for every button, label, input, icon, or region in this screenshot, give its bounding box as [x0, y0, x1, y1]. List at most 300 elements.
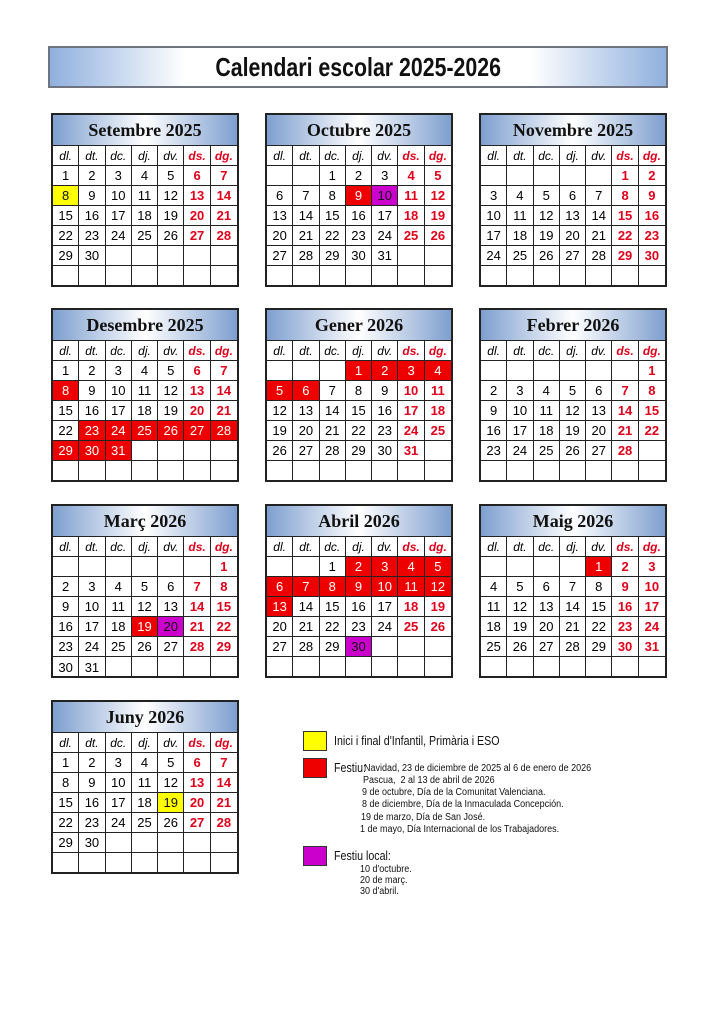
day-cell: 4 — [425, 361, 451, 381]
day-cell: 20 — [534, 617, 560, 637]
empty-cell — [267, 361, 293, 381]
empty-cell — [560, 166, 586, 186]
day-cell: 28 — [293, 246, 319, 266]
day-cell: 30 — [346, 637, 372, 657]
day-cell: 15 — [346, 401, 372, 421]
empty-cell — [560, 657, 586, 677]
day-cell: 14 — [586, 206, 612, 226]
weekday-header: dc. — [320, 537, 346, 557]
weekday-header: dt. — [507, 537, 533, 557]
day-cell: 18 — [425, 401, 451, 421]
day-cell: 15 — [53, 206, 79, 226]
empty-cell — [267, 166, 293, 186]
weekday-header: dt. — [79, 341, 105, 361]
day-cell: 28 — [211, 226, 237, 246]
day-cell: 3 — [106, 753, 132, 773]
weekday-header: dc. — [534, 537, 560, 557]
day-cell: 11 — [106, 597, 132, 617]
legend-festiu-line: 19 de marzo, Día de San José. — [361, 812, 486, 823]
day-cell: 8 — [639, 381, 665, 401]
empty-cell — [481, 266, 507, 286]
day-cell: 1 — [211, 557, 237, 577]
day-cell: 8 — [53, 186, 79, 206]
day-cell: 29 — [346, 441, 372, 461]
day-cell: 26 — [560, 441, 586, 461]
empty-cell — [53, 266, 79, 286]
empty-cell — [267, 266, 293, 286]
empty-cell — [507, 266, 533, 286]
day-cell: 21 — [612, 421, 638, 441]
day-cell: 24 — [372, 226, 398, 246]
month-title: Juny 2026 — [53, 702, 237, 733]
day-cell: 7 — [560, 577, 586, 597]
empty-cell — [132, 461, 158, 481]
empty-cell — [184, 441, 210, 461]
empty-cell — [481, 166, 507, 186]
day-cell: 29 — [320, 637, 346, 657]
day-cell: 23 — [612, 617, 638, 637]
month-title: Gener 2026 — [267, 310, 451, 341]
day-cell: 17 — [372, 206, 398, 226]
page-title: Calendari escolar 2025-2026 — [215, 51, 501, 82]
day-cell: 11 — [534, 401, 560, 421]
weekday-header: dt. — [293, 537, 319, 557]
empty-cell — [158, 557, 184, 577]
day-cell: 25 — [398, 617, 424, 637]
weekday-header: dt. — [79, 733, 105, 753]
day-cell: 8 — [320, 577, 346, 597]
empty-cell — [293, 166, 319, 186]
day-cell: 17 — [106, 793, 132, 813]
empty-cell — [612, 657, 638, 677]
day-cell: 23 — [79, 421, 105, 441]
empty-cell — [184, 557, 210, 577]
day-cell: 16 — [346, 206, 372, 226]
empty-cell — [184, 246, 210, 266]
weekday-header: dt. — [79, 146, 105, 166]
day-cell: 2 — [53, 577, 79, 597]
weekday-header: dj. — [560, 341, 586, 361]
day-cell: 7 — [586, 186, 612, 206]
weekday-header: dv. — [586, 537, 612, 557]
day-cell: 25 — [106, 637, 132, 657]
day-cell: 14 — [211, 381, 237, 401]
weekday-header: dv. — [372, 537, 398, 557]
weekday-header: ds. — [184, 733, 210, 753]
day-cell: 4 — [106, 577, 132, 597]
day-cell: 14 — [320, 401, 346, 421]
empty-cell — [586, 166, 612, 186]
empty-cell — [132, 557, 158, 577]
weekday-header: dv. — [158, 537, 184, 557]
empty-cell — [267, 461, 293, 481]
empty-cell — [346, 266, 372, 286]
weekday-header: dl. — [53, 537, 79, 557]
legend-festiu-line: 8 de diciembre, Día de la Inmaculada Concepción. — [362, 799, 564, 810]
month-grid — [481, 341, 665, 481]
day-cell: 10 — [106, 186, 132, 206]
weekday-header: dg. — [425, 537, 451, 557]
day-cell: 17 — [372, 597, 398, 617]
empty-cell — [639, 657, 665, 677]
empty-cell — [425, 461, 451, 481]
legend-swatch-festiu — [303, 758, 327, 778]
weekday-header: ds. — [612, 537, 638, 557]
day-cell: 25 — [534, 441, 560, 461]
empty-cell — [320, 361, 346, 381]
day-cell: 20 — [267, 226, 293, 246]
day-cell: 18 — [481, 617, 507, 637]
day-cell: 3 — [481, 186, 507, 206]
weekday-header: dc. — [534, 146, 560, 166]
day-cell: 18 — [132, 401, 158, 421]
day-cell: 15 — [639, 401, 665, 421]
day-cell: 24 — [106, 813, 132, 833]
month-calendar — [265, 113, 453, 287]
day-cell: 12 — [534, 206, 560, 226]
empty-cell — [106, 657, 132, 677]
empty-cell — [612, 461, 638, 481]
empty-cell — [534, 266, 560, 286]
weekday-header: dv. — [158, 146, 184, 166]
day-cell: 8 — [346, 381, 372, 401]
day-cell: 7 — [293, 186, 319, 206]
day-cell: 5 — [425, 166, 451, 186]
empty-cell — [425, 441, 451, 461]
empty-cell — [211, 441, 237, 461]
empty-cell — [507, 166, 533, 186]
weekday-header: dv. — [586, 146, 612, 166]
legend-swatch-inici — [303, 731, 327, 751]
month-title: Març 2026 — [53, 506, 237, 537]
day-cell: 5 — [560, 381, 586, 401]
day-cell: 13 — [267, 206, 293, 226]
day-cell: 28 — [320, 441, 346, 461]
weekday-header: dl. — [481, 146, 507, 166]
day-cell: 4 — [132, 361, 158, 381]
day-cell: 13 — [586, 401, 612, 421]
legend-festiu-line: Pascua, 2 al 13 de abril de 2026 — [363, 775, 495, 786]
empty-cell — [425, 246, 451, 266]
weekday-header: ds. — [612, 341, 638, 361]
day-cell: 31 — [106, 441, 132, 461]
day-cell: 22 — [639, 421, 665, 441]
month-title: Maig 2026 — [481, 506, 665, 537]
day-cell: 25 — [481, 637, 507, 657]
day-cell: 10 — [398, 381, 424, 401]
day-cell: 2 — [372, 361, 398, 381]
empty-cell — [560, 557, 586, 577]
empty-cell — [534, 657, 560, 677]
day-cell: 13 — [184, 186, 210, 206]
empty-cell — [106, 266, 132, 286]
day-cell: 9 — [639, 186, 665, 206]
day-cell: 8 — [53, 773, 79, 793]
month-grid — [53, 146, 237, 286]
day-cell: 30 — [79, 441, 105, 461]
day-cell: 1 — [53, 166, 79, 186]
empty-cell — [481, 557, 507, 577]
empty-cell — [612, 361, 638, 381]
empty-cell — [586, 461, 612, 481]
day-cell: 16 — [79, 401, 105, 421]
day-cell: 11 — [425, 381, 451, 401]
empty-cell — [586, 266, 612, 286]
empty-cell — [211, 833, 237, 853]
legend-label-inici: Inici i final d'Infantil, Primària i ESO — [334, 733, 500, 748]
day-cell: 25 — [132, 421, 158, 441]
day-cell: 8 — [211, 577, 237, 597]
day-cell: 24 — [639, 617, 665, 637]
weekday-header: dg. — [211, 341, 237, 361]
empty-cell — [372, 657, 398, 677]
day-cell: 25 — [425, 421, 451, 441]
day-cell: 31 — [398, 441, 424, 461]
weekday-header: dj. — [560, 537, 586, 557]
day-cell: 5 — [158, 166, 184, 186]
day-cell: 14 — [211, 186, 237, 206]
day-cell: 8 — [586, 577, 612, 597]
weekday-header: dl. — [267, 341, 293, 361]
empty-cell — [320, 266, 346, 286]
empty-cell — [158, 657, 184, 677]
empty-cell — [481, 657, 507, 677]
day-cell: 12 — [507, 597, 533, 617]
empty-cell — [158, 246, 184, 266]
day-cell: 21 — [586, 226, 612, 246]
empty-cell — [293, 657, 319, 677]
day-cell: 18 — [106, 617, 132, 637]
empty-cell — [560, 461, 586, 481]
day-cell: 5 — [534, 186, 560, 206]
day-cell: 5 — [267, 381, 293, 401]
day-cell: 13 — [293, 401, 319, 421]
day-cell: 11 — [507, 206, 533, 226]
empty-cell — [507, 657, 533, 677]
day-cell: 13 — [158, 597, 184, 617]
day-cell: 30 — [372, 441, 398, 461]
empty-cell — [398, 266, 424, 286]
weekday-header: ds. — [184, 537, 210, 557]
day-cell: 9 — [346, 577, 372, 597]
day-cell: 12 — [158, 773, 184, 793]
month-grid — [267, 146, 451, 286]
empty-cell — [53, 461, 79, 481]
month-grid — [267, 341, 451, 481]
weekday-header: dc. — [320, 341, 346, 361]
weekday-header: dc. — [106, 146, 132, 166]
legend-label-festiu: Festiu: — [334, 760, 366, 775]
day-cell: 6 — [184, 361, 210, 381]
day-cell: 9 — [481, 401, 507, 421]
day-cell: 30 — [53, 657, 79, 677]
day-cell: 20 — [184, 793, 210, 813]
day-cell: 5 — [425, 557, 451, 577]
day-cell: 24 — [106, 421, 132, 441]
day-cell: 23 — [372, 421, 398, 441]
empty-cell — [79, 853, 105, 873]
day-cell: 28 — [560, 637, 586, 657]
empty-cell — [586, 361, 612, 381]
day-cell: 22 — [53, 226, 79, 246]
empty-cell — [639, 266, 665, 286]
day-cell: 26 — [267, 441, 293, 461]
empty-cell — [106, 853, 132, 873]
month-calendar — [479, 113, 667, 287]
day-cell: 13 — [534, 597, 560, 617]
day-cell: 4 — [481, 577, 507, 597]
empty-cell — [320, 657, 346, 677]
weekday-header: dg. — [425, 146, 451, 166]
day-cell: 25 — [507, 246, 533, 266]
day-cell: 16 — [372, 401, 398, 421]
day-cell: 26 — [507, 637, 533, 657]
empty-cell — [184, 833, 210, 853]
empty-cell — [372, 461, 398, 481]
empty-cell — [560, 266, 586, 286]
legend-local-line: 30 d'abril. — [360, 886, 399, 897]
day-cell: 27 — [534, 637, 560, 657]
day-cell: 19 — [507, 617, 533, 637]
day-cell: 18 — [398, 597, 424, 617]
day-cell: 9 — [612, 577, 638, 597]
day-cell: 14 — [184, 597, 210, 617]
day-cell: 6 — [534, 577, 560, 597]
empty-cell — [534, 461, 560, 481]
day-cell: 22 — [320, 617, 346, 637]
day-cell: 2 — [612, 557, 638, 577]
month-calendar — [51, 504, 239, 678]
day-cell: 24 — [398, 421, 424, 441]
empty-cell — [481, 461, 507, 481]
day-cell: 21 — [211, 793, 237, 813]
day-cell: 31 — [79, 657, 105, 677]
day-cell: 14 — [560, 597, 586, 617]
day-cell: 3 — [79, 577, 105, 597]
day-cell: 15 — [612, 206, 638, 226]
day-cell: 12 — [132, 597, 158, 617]
empty-cell — [132, 657, 158, 677]
day-cell: 28 — [293, 637, 319, 657]
empty-cell — [79, 557, 105, 577]
day-cell: 17 — [507, 421, 533, 441]
day-cell: 27 — [560, 246, 586, 266]
day-cell: 14 — [211, 773, 237, 793]
day-cell: 26 — [534, 246, 560, 266]
weekday-header: dj. — [560, 146, 586, 166]
month-grid — [481, 146, 665, 286]
weekday-header: dl. — [53, 341, 79, 361]
empty-cell — [346, 657, 372, 677]
empty-cell — [425, 637, 451, 657]
weekday-header: dv. — [372, 341, 398, 361]
day-cell: 30 — [639, 246, 665, 266]
day-cell: 30 — [79, 246, 105, 266]
day-cell: 1 — [320, 166, 346, 186]
empty-cell — [560, 361, 586, 381]
day-cell: 20 — [184, 401, 210, 421]
day-cell: 18 — [132, 206, 158, 226]
day-cell: 14 — [612, 401, 638, 421]
day-cell: 28 — [612, 441, 638, 461]
empty-cell — [639, 441, 665, 461]
day-cell: 29 — [612, 246, 638, 266]
empty-cell — [425, 657, 451, 677]
weekday-header: dc. — [534, 341, 560, 361]
day-cell: 11 — [132, 381, 158, 401]
day-cell: 3 — [106, 166, 132, 186]
day-cell: 6 — [184, 753, 210, 773]
empty-cell — [158, 461, 184, 481]
day-cell: 18 — [398, 206, 424, 226]
empty-cell — [106, 833, 132, 853]
day-cell: 26 — [158, 421, 184, 441]
empty-cell — [534, 557, 560, 577]
day-cell: 17 — [106, 206, 132, 226]
weekday-header: dg. — [211, 733, 237, 753]
day-cell: 9 — [79, 773, 105, 793]
day-cell: 19 — [425, 597, 451, 617]
day-cell: 22 — [586, 617, 612, 637]
day-cell: 5 — [507, 577, 533, 597]
day-cell: 26 — [158, 813, 184, 833]
weekday-header: dl. — [53, 146, 79, 166]
day-cell: 12 — [267, 401, 293, 421]
weekday-header: dj. — [346, 341, 372, 361]
title-bar — [48, 46, 668, 88]
day-cell: 10 — [106, 381, 132, 401]
day-cell: 4 — [132, 166, 158, 186]
empty-cell — [507, 361, 533, 381]
day-cell: 27 — [586, 441, 612, 461]
day-cell: 22 — [612, 226, 638, 246]
empty-cell — [158, 266, 184, 286]
day-cell: 19 — [425, 206, 451, 226]
weekday-header: dl. — [53, 733, 79, 753]
day-cell: 29 — [53, 246, 79, 266]
day-cell: 10 — [79, 597, 105, 617]
day-cell: 4 — [534, 381, 560, 401]
day-cell: 19 — [560, 421, 586, 441]
day-cell: 23 — [346, 226, 372, 246]
day-cell: 29 — [53, 441, 79, 461]
day-cell: 5 — [132, 577, 158, 597]
empty-cell — [346, 461, 372, 481]
weekday-header: dv. — [158, 341, 184, 361]
day-cell: 3 — [372, 166, 398, 186]
empty-cell — [293, 461, 319, 481]
empty-cell — [158, 853, 184, 873]
empty-cell — [106, 557, 132, 577]
day-cell: 18 — [534, 421, 560, 441]
day-cell: 3 — [372, 557, 398, 577]
weekday-header: dl. — [481, 341, 507, 361]
day-cell: 25 — [132, 813, 158, 833]
day-cell: 3 — [398, 361, 424, 381]
day-cell: 27 — [267, 637, 293, 657]
empty-cell — [158, 833, 184, 853]
weekday-header: dj. — [132, 537, 158, 557]
day-cell: 19 — [158, 793, 184, 813]
empty-cell — [639, 461, 665, 481]
day-cell: 1 — [53, 753, 79, 773]
day-cell: 12 — [425, 577, 451, 597]
day-cell: 26 — [425, 226, 451, 246]
day-cell: 26 — [132, 637, 158, 657]
weekday-header: dl. — [267, 537, 293, 557]
day-cell: 10 — [372, 577, 398, 597]
weekday-header: dl. — [481, 537, 507, 557]
